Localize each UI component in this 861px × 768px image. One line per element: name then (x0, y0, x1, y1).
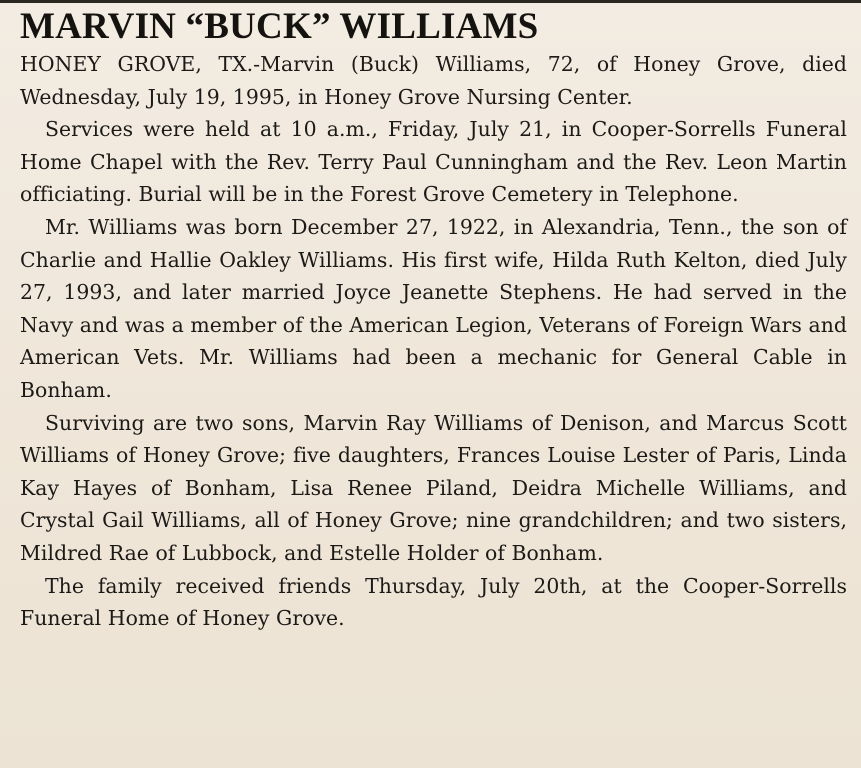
obituary-paragraph-biography: Mr. Williams was born December 27, 1922, in Alexandria, Tenn., the son of Charlie and Hallie Oakley Williams. His first wife, Hilda Ruth Kelton, died July 27, 1993, and later married Joyce Jeanette Stephens. He had served in the Navy and was a member of the American Legion, Veterans of Foreign Wars and American Vets. Mr. Williams had been a mechanic for General Cable in Bonham. (20, 214, 847, 402)
obituary-paragraph-survivors: Surviving are two sons, Marvin Ray Williams of Denison, and Marcus Scott Williams of Honey Grove; five daughters, Frances Louise Lester of Paris, Linda Kay Hayes of Bonham, Lisa Renee Piland, Deidra Michelle Williams, and Crystal Gail Williams, all of Honey Grove; nine grandchildren; and two sisters, Mildred Rae of Lubbock, and Estelle Holder of Bonham. (20, 410, 847, 565)
obituary-headline: MARVIN “BUCK” WILLIAMS (20, 6, 539, 47)
top-rule-divider (0, 0, 861, 3)
obituary-paragraph-services: Services were held at 10 a.m., Friday, July 21, in Cooper-Sorrells Funeral Home Chapel with the Rev. Terry Paul Cunningham and the Rev. Leon Martin officiating. Burial will be in the Forest Grove Cemetery in Telephone. (20, 117, 847, 207)
obituary-paragraph-dateline: HONEY GROVE, TX.-Marvin (Buck) Williams, 72, of Honey Grove, died Wednesday, July 19, 1995, in Honey Grove Nursing Center. (20, 52, 847, 109)
obituary-paragraph-visitation: The family received friends Thursday, July 20th, at the Cooper-Sorrells Funeral Home of Honey Grove. (20, 573, 847, 631)
